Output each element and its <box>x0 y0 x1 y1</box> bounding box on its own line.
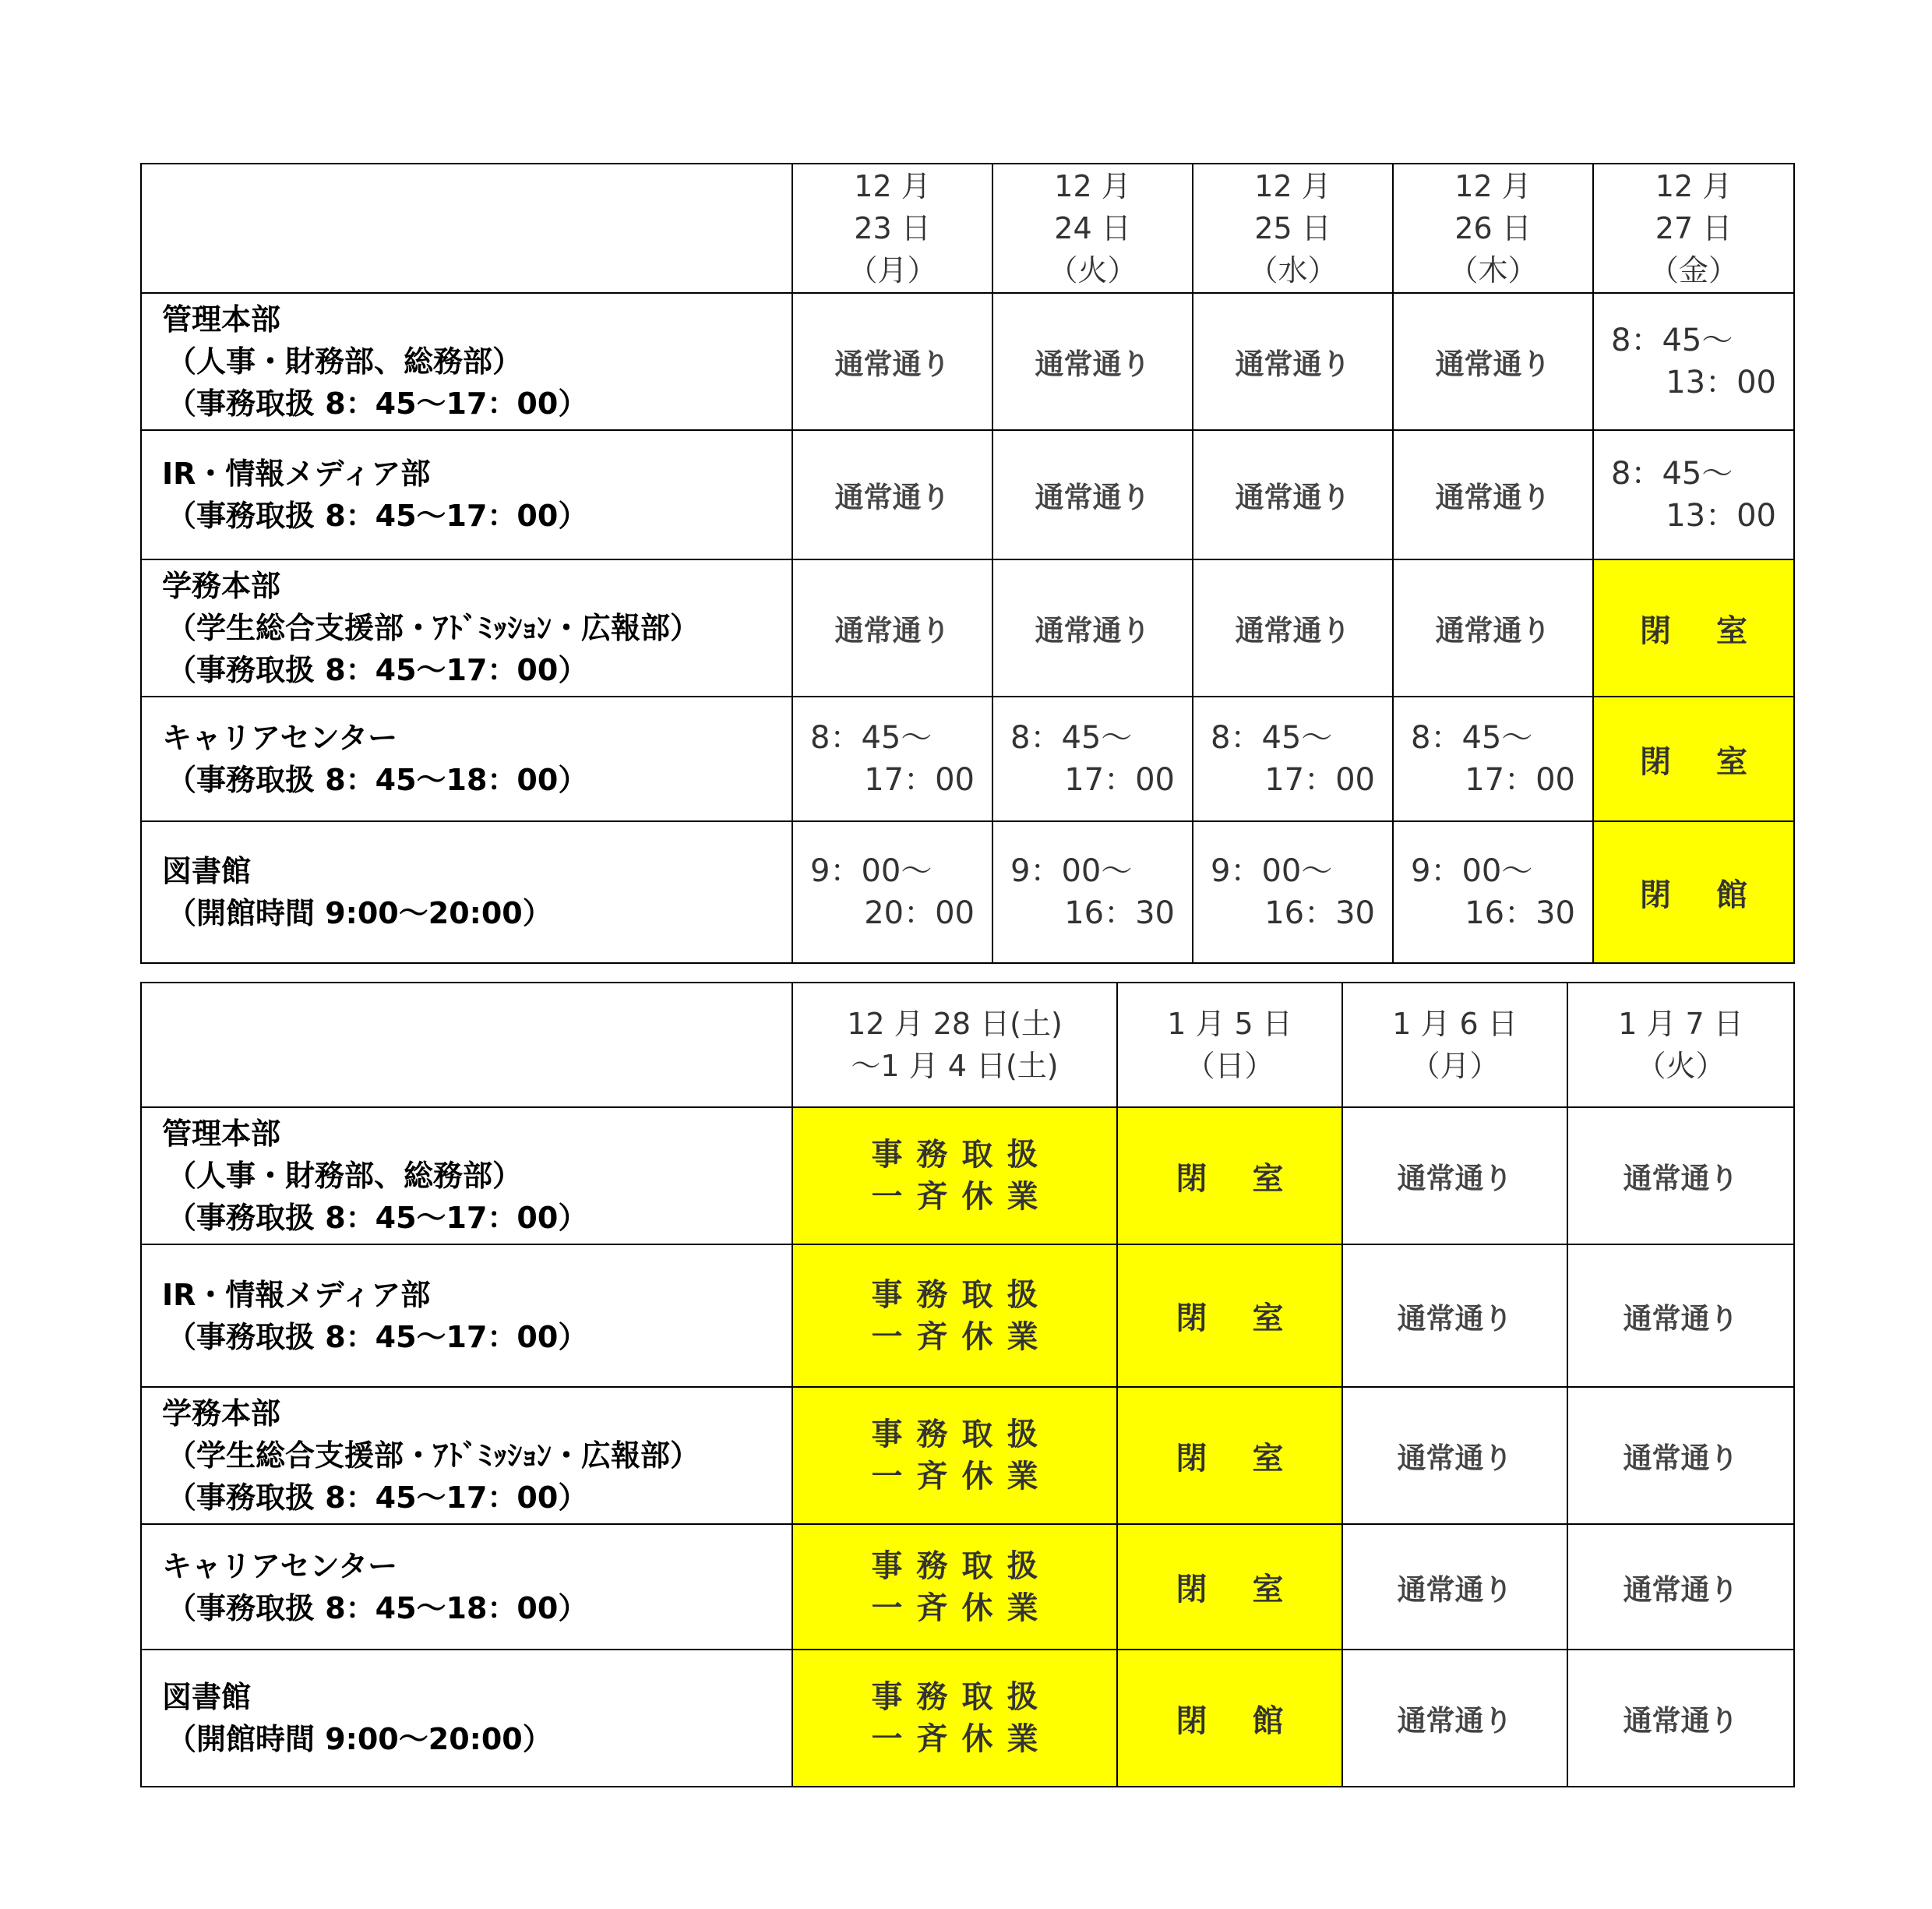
department-cell <box>141 1524 792 1650</box>
schedule-table-dec28-jan7 <box>140 982 1795 1787</box>
department-cell <box>141 1387 792 1524</box>
header-empty-cell <box>141 164 792 293</box>
hours-end: 20：00 <box>864 895 975 931</box>
department-hours: （事務取扱 8：45～17：00） <box>167 499 588 533</box>
department-name: 管理本部 <box>162 302 281 337</box>
closed-cell <box>1593 697 1794 821</box>
status-cell: 通常通り <box>1342 1244 1567 1387</box>
header-month: 12 月 <box>1655 169 1733 203</box>
department-name: IR・情報メディア部 <box>162 1277 431 1312</box>
closure-line-1: 事務取扱 <box>871 1417 1052 1452</box>
hours-start: 9：00～ <box>1411 853 1533 889</box>
status-cell: 通常通り <box>992 559 1193 697</box>
table-row <box>141 1244 1794 1387</box>
closure-line-2: 一斉休業 <box>871 1459 1052 1494</box>
header-weekday: （火） <box>1636 1049 1726 1083</box>
hours-cell <box>1193 821 1393 963</box>
header-day: 23 日 <box>854 211 931 245</box>
hours-end: 16：30 <box>1264 895 1375 931</box>
table-row <box>141 559 1794 697</box>
hours-cell <box>792 697 992 821</box>
closed-label: 閉 館 <box>1640 877 1765 913</box>
hours-cell <box>1193 697 1393 821</box>
header-date: 1 月 7 日 <box>1618 1007 1743 1041</box>
status-cell: 通常通り <box>992 430 1193 559</box>
closure-line-1: 事務取扱 <box>871 1137 1052 1173</box>
table-row <box>141 821 1794 963</box>
schedule-table-dec23-27 <box>140 163 1795 964</box>
department-name: 管理本部 <box>162 1117 281 1151</box>
hours-start: 8：45～ <box>1611 323 1733 358</box>
department-hours: （事務取扱 8：45～17：00） <box>167 653 588 687</box>
hours-end: 13：00 <box>1666 365 1776 401</box>
department-hours: （事務取扱 8：45～17：00） <box>167 386 588 421</box>
hours-cell <box>792 821 992 963</box>
department-hours: （事務取扱 8：45～17：00） <box>167 1201 588 1235</box>
department-cell <box>141 559 792 697</box>
status-cell: 通常通り <box>1193 293 1393 430</box>
header-empty-cell <box>141 983 792 1107</box>
header-date: 1 月 6 日 <box>1392 1007 1518 1041</box>
header-dec28-jan4 <box>792 983 1117 1107</box>
closed-cell <box>1117 1107 1342 1244</box>
department-subunits: （学生総合支援部・ｱﾄﾞﾐｯｼｮﾝ・広報部） <box>167 1438 700 1473</box>
closure-line-1: 事務取扱 <box>871 1276 1052 1313</box>
hours-cell <box>1593 430 1794 559</box>
header-weekday: （金） <box>1648 253 1738 288</box>
status-cell: 通常通り <box>992 293 1193 430</box>
closed-label: 閉 館 <box>1176 1703 1301 1739</box>
hours-cell <box>1393 821 1593 963</box>
header-jan6 <box>1342 983 1567 1107</box>
header-day: 27 日 <box>1655 211 1733 245</box>
closure-line-2: 一斉休業 <box>871 1590 1052 1626</box>
closed-label: 閉 室 <box>1640 743 1765 780</box>
closed-label: 閉 室 <box>1640 612 1765 649</box>
department-name: 学務本部 <box>162 1396 281 1431</box>
holiday-closure-cell <box>792 1650 1117 1787</box>
header-dec25 <box>1193 164 1393 293</box>
closure-line-2: 一斉休業 <box>871 1721 1052 1757</box>
table-row <box>141 1107 1794 1244</box>
closed-cell <box>1117 1387 1342 1524</box>
header-day: 26 日 <box>1454 211 1532 245</box>
table-row <box>141 1387 1794 1524</box>
header-date: 1 月 5 日 <box>1167 1007 1292 1041</box>
closed-cell <box>1117 1244 1342 1387</box>
hours-start: 8：45～ <box>1611 456 1733 492</box>
department-name: 図書館 <box>162 854 252 888</box>
header-month: 12 月 <box>1454 169 1532 203</box>
closed-cell <box>1117 1650 1342 1787</box>
closed-label: 閉 室 <box>1176 1160 1301 1197</box>
header-weekday: （月） <box>1410 1049 1500 1083</box>
department-cell <box>141 1107 792 1244</box>
department-name: IR・情報メディア部 <box>162 457 431 491</box>
status-cell: 通常通り <box>1342 1107 1567 1244</box>
table-header-row <box>141 164 1794 293</box>
table-header-row <box>141 983 1794 1107</box>
holiday-closure-cell <box>792 1387 1117 1524</box>
hours-end: 13：00 <box>1666 498 1776 534</box>
table-row <box>141 430 1794 559</box>
header-weekday: （木） <box>1448 253 1538 288</box>
department-cell <box>141 430 792 559</box>
department-hours: （事務取扱 8：45～18：00） <box>167 763 588 797</box>
department-cell <box>141 697 792 821</box>
department-hours: （開館時間 9:00～20:00） <box>167 896 552 930</box>
department-name: 学務本部 <box>162 569 281 603</box>
hours-start: 9：00～ <box>1211 853 1333 889</box>
closure-line-2: 一斉休業 <box>871 1318 1052 1355</box>
status-cell: 通常通り <box>1567 1524 1794 1650</box>
header-weekday: （火） <box>1048 253 1137 288</box>
table-row <box>141 1524 1794 1650</box>
status-cell: 通常通り <box>1342 1524 1567 1650</box>
holiday-closure-cell <box>792 1524 1117 1650</box>
table-row <box>141 697 1794 821</box>
department-cell <box>141 821 792 963</box>
header-date: 12 月 28 日(土) <box>847 1007 1063 1041</box>
closed-cell <box>1593 821 1794 963</box>
header-dec27 <box>1593 164 1794 293</box>
header-dec24 <box>992 164 1193 293</box>
hours-end: 17：00 <box>1465 762 1575 798</box>
header-dec23 <box>792 164 992 293</box>
header-weekday: （日） <box>1185 1049 1274 1083</box>
hours-start: 8：45～ <box>1211 720 1333 756</box>
hours-end: 16：30 <box>1064 895 1175 931</box>
header-weekday: （水） <box>1248 253 1338 288</box>
table-row <box>141 293 1794 430</box>
holiday-closure-cell <box>792 1107 1117 1244</box>
status-cell: 通常通り <box>1342 1650 1567 1787</box>
hours-end: 17：00 <box>1064 762 1175 798</box>
status-cell: 通常通り <box>1393 293 1593 430</box>
hours-start: 8：45～ <box>810 720 933 756</box>
department-hours: （事務取扱 8：45～18：00） <box>167 1590 588 1625</box>
status-cell: 通常通り <box>1393 430 1593 559</box>
department-cell <box>141 1244 792 1387</box>
status-cell: 通常通り <box>792 559 992 697</box>
header-day: 24 日 <box>1054 211 1131 245</box>
closed-label: 閉 室 <box>1176 1440 1301 1477</box>
hours-cell <box>992 821 1193 963</box>
department-name: 図書館 <box>162 1680 252 1714</box>
hours-end: 16：30 <box>1465 895 1575 931</box>
department-hours: （事務取扱 8：45～17：00） <box>167 1480 588 1515</box>
department-name: キャリアセンター <box>162 1548 398 1583</box>
department-subunits: （人事・財務部、総務部） <box>167 1159 523 1193</box>
status-cell: 通常通り <box>1567 1387 1794 1524</box>
hours-cell <box>1593 293 1794 430</box>
hours-start: 8：45～ <box>1411 720 1533 756</box>
status-cell: 通常通り <box>1567 1650 1794 1787</box>
status-cell: 通常通り <box>792 293 992 430</box>
header-dec26 <box>1393 164 1593 293</box>
hours-end: 17：00 <box>864 762 975 798</box>
closed-cell <box>1593 559 1794 697</box>
status-cell: 通常通り <box>792 430 992 559</box>
status-cell: 通常通り <box>1193 559 1393 697</box>
department-hours: （事務取扱 8：45～17：00） <box>167 1319 588 1354</box>
header-month: 12 月 <box>1254 169 1331 203</box>
department-cell <box>141 1650 792 1787</box>
department-cell <box>141 293 792 430</box>
closed-cell <box>1117 1524 1342 1650</box>
header-date-range-end: ～1 月 4 日(土) <box>851 1049 1059 1083</box>
table-row <box>141 1650 1794 1787</box>
hours-cell <box>1393 697 1593 821</box>
header-weekday: （月） <box>848 253 937 288</box>
department-hours: （開館時間 9:00～20:00） <box>167 1722 552 1756</box>
closure-line-2: 一斉休業 <box>871 1179 1052 1215</box>
status-cell: 通常通り <box>1567 1244 1794 1387</box>
header-day: 25 日 <box>1254 211 1331 245</box>
hours-start: 8：45～ <box>1010 720 1133 756</box>
department-subunits: （学生総合支援部・ｱﾄﾞﾐｯｼｮﾝ・広報部） <box>167 611 700 645</box>
holiday-closure-cell <box>792 1244 1117 1387</box>
closure-line-1: 事務取扱 <box>871 1679 1052 1715</box>
closed-label: 閉 室 <box>1176 1300 1301 1336</box>
status-cell: 通常通り <box>1567 1107 1794 1244</box>
header-month: 12 月 <box>1054 169 1131 203</box>
status-cell: 通常通り <box>1393 559 1593 697</box>
header-jan7 <box>1567 983 1794 1107</box>
department-subunits: （人事・財務部、総務部） <box>167 344 523 379</box>
closed-label: 閉 室 <box>1176 1572 1301 1607</box>
status-cell: 通常通り <box>1342 1387 1567 1524</box>
department-name: キャリアセンター <box>162 721 398 755</box>
hours-end: 17：00 <box>1264 762 1375 798</box>
hours-start: 9：00～ <box>1010 853 1133 889</box>
closure-line-1: 事務取扱 <box>871 1547 1052 1584</box>
hours-start: 9：00～ <box>810 853 933 889</box>
hours-cell <box>992 697 1193 821</box>
status-cell: 通常通り <box>1193 430 1393 559</box>
header-jan5 <box>1117 983 1342 1107</box>
header-month: 12 月 <box>854 169 931 203</box>
